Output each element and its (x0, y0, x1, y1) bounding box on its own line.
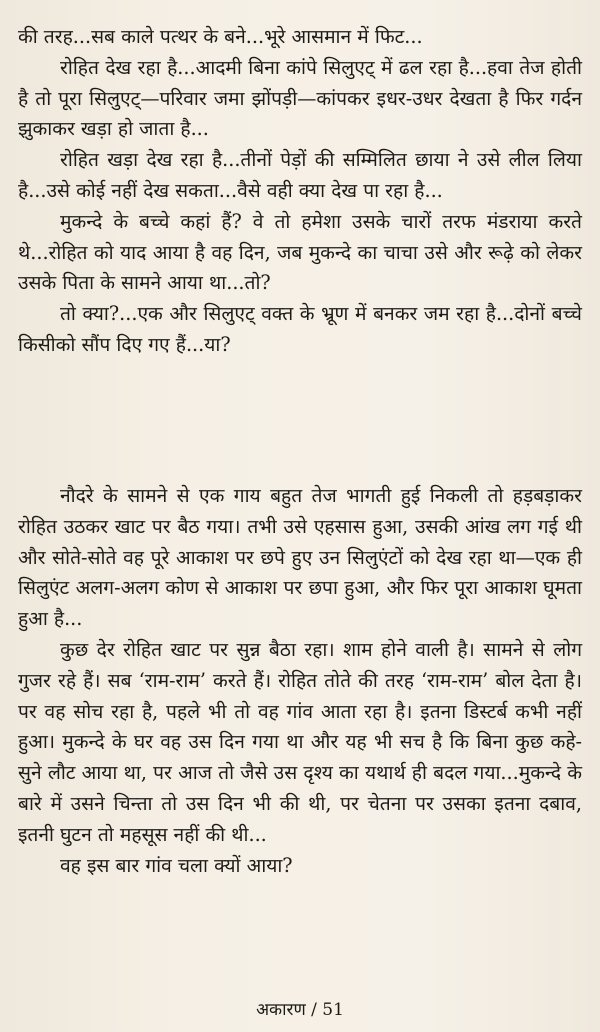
paragraph-6: नौदरे के सामने से एक गाय बहुत तेज भागती हुई निकली तो हड़बड़ाकर रोहित उठकर खाट पर बैठ गया। तभी उसे एहसास हुआ, उसकी आंख लग गई थी और सोते-सोते वह पूरे आकाश पर छपे हुए उन सिलुएंटों को देख रहा था—एक ही सिलुएंट अलग-अलग कोण से आकाश पर छपा हुआ, और फिर पूरा आकाश घूमता हुआ है... (18, 484, 582, 631)
paragraph-5: तो क्या?...एक और सिलुएट् वक्त के भ्रूण में बनकर जम रहा है...दोनों बच्चे किसीको सौंप दिए गए हैं...या? (18, 302, 582, 356)
paragraph-7: कुछ देर रोहित खाट पर सुन्न बैठा रहा। शाम होने वाली है। सामने से लोग गुजर रहे हैं। सब ‘राम-राम’ करते हैं। रोहित तोते की तरह ‘राम-राम’ बोल देता है। पर वह सोच रहा है, पहले भी तो वह गांव आता रहा है। इतना डिस्टर्ब कभी नहीं हुआ। मुकन्दे के घर वह उस दिन गया था और यह भी सच है कि बिना कुछ कहे-सुने लौट आया था, पर आज तो जैसे उस दृश्य का यथार्थ ही बदल गया...मुकन्दे के बारे में उसने चिन्ता तो उस दिन भी की थी, पर चेतना पर उसका इतना दबाव, इतनी घुटन तो महसूस नहीं की थी... (18, 637, 582, 846)
paragraph-2: रोहित देख रहा है...आदमी बिना कांपे सिलुएट् में ढल रहा है...हवा तेज होती है तो पूरा सिलुएट्—परिवार जमा झोंपड़ी—कांपकर इधर-उधर देखता है फिर गर्दन झुकाकर खड़ा हो जाता है... (18, 55, 582, 141)
text-block-top (18, 22, 582, 361)
text-block-bottom (18, 481, 582, 881)
paragraph-8: वह इस बार गांव चला क्यों आया? (60, 853, 293, 877)
page-footer: अकारण / 51 (256, 1000, 344, 1020)
paragraph-3: रोहित खड़ा देख रहा है...तीनों पेड़ों की सम्मिलित छाया ने उसे लील लिया है...उसे कोई नहीं देख सकता...वैसे वही क्या देख पा रहा है... (18, 148, 582, 202)
paragraph-4: मुकन्दे के बच्चे कहां हैं? वे तो हमेशा उसके चारों तरफ मंडराया करते थे...रोहित को याद आया है वह दिन, जब मुकन्दे का चाचा उसे और रूढ़े को लेकर उसके पिता के सामने आया था...तो? (18, 209, 582, 295)
paragraph-1: की तरह...सब काले पत्थर के बने...भूरे आसमान में फिट... (18, 25, 423, 48)
